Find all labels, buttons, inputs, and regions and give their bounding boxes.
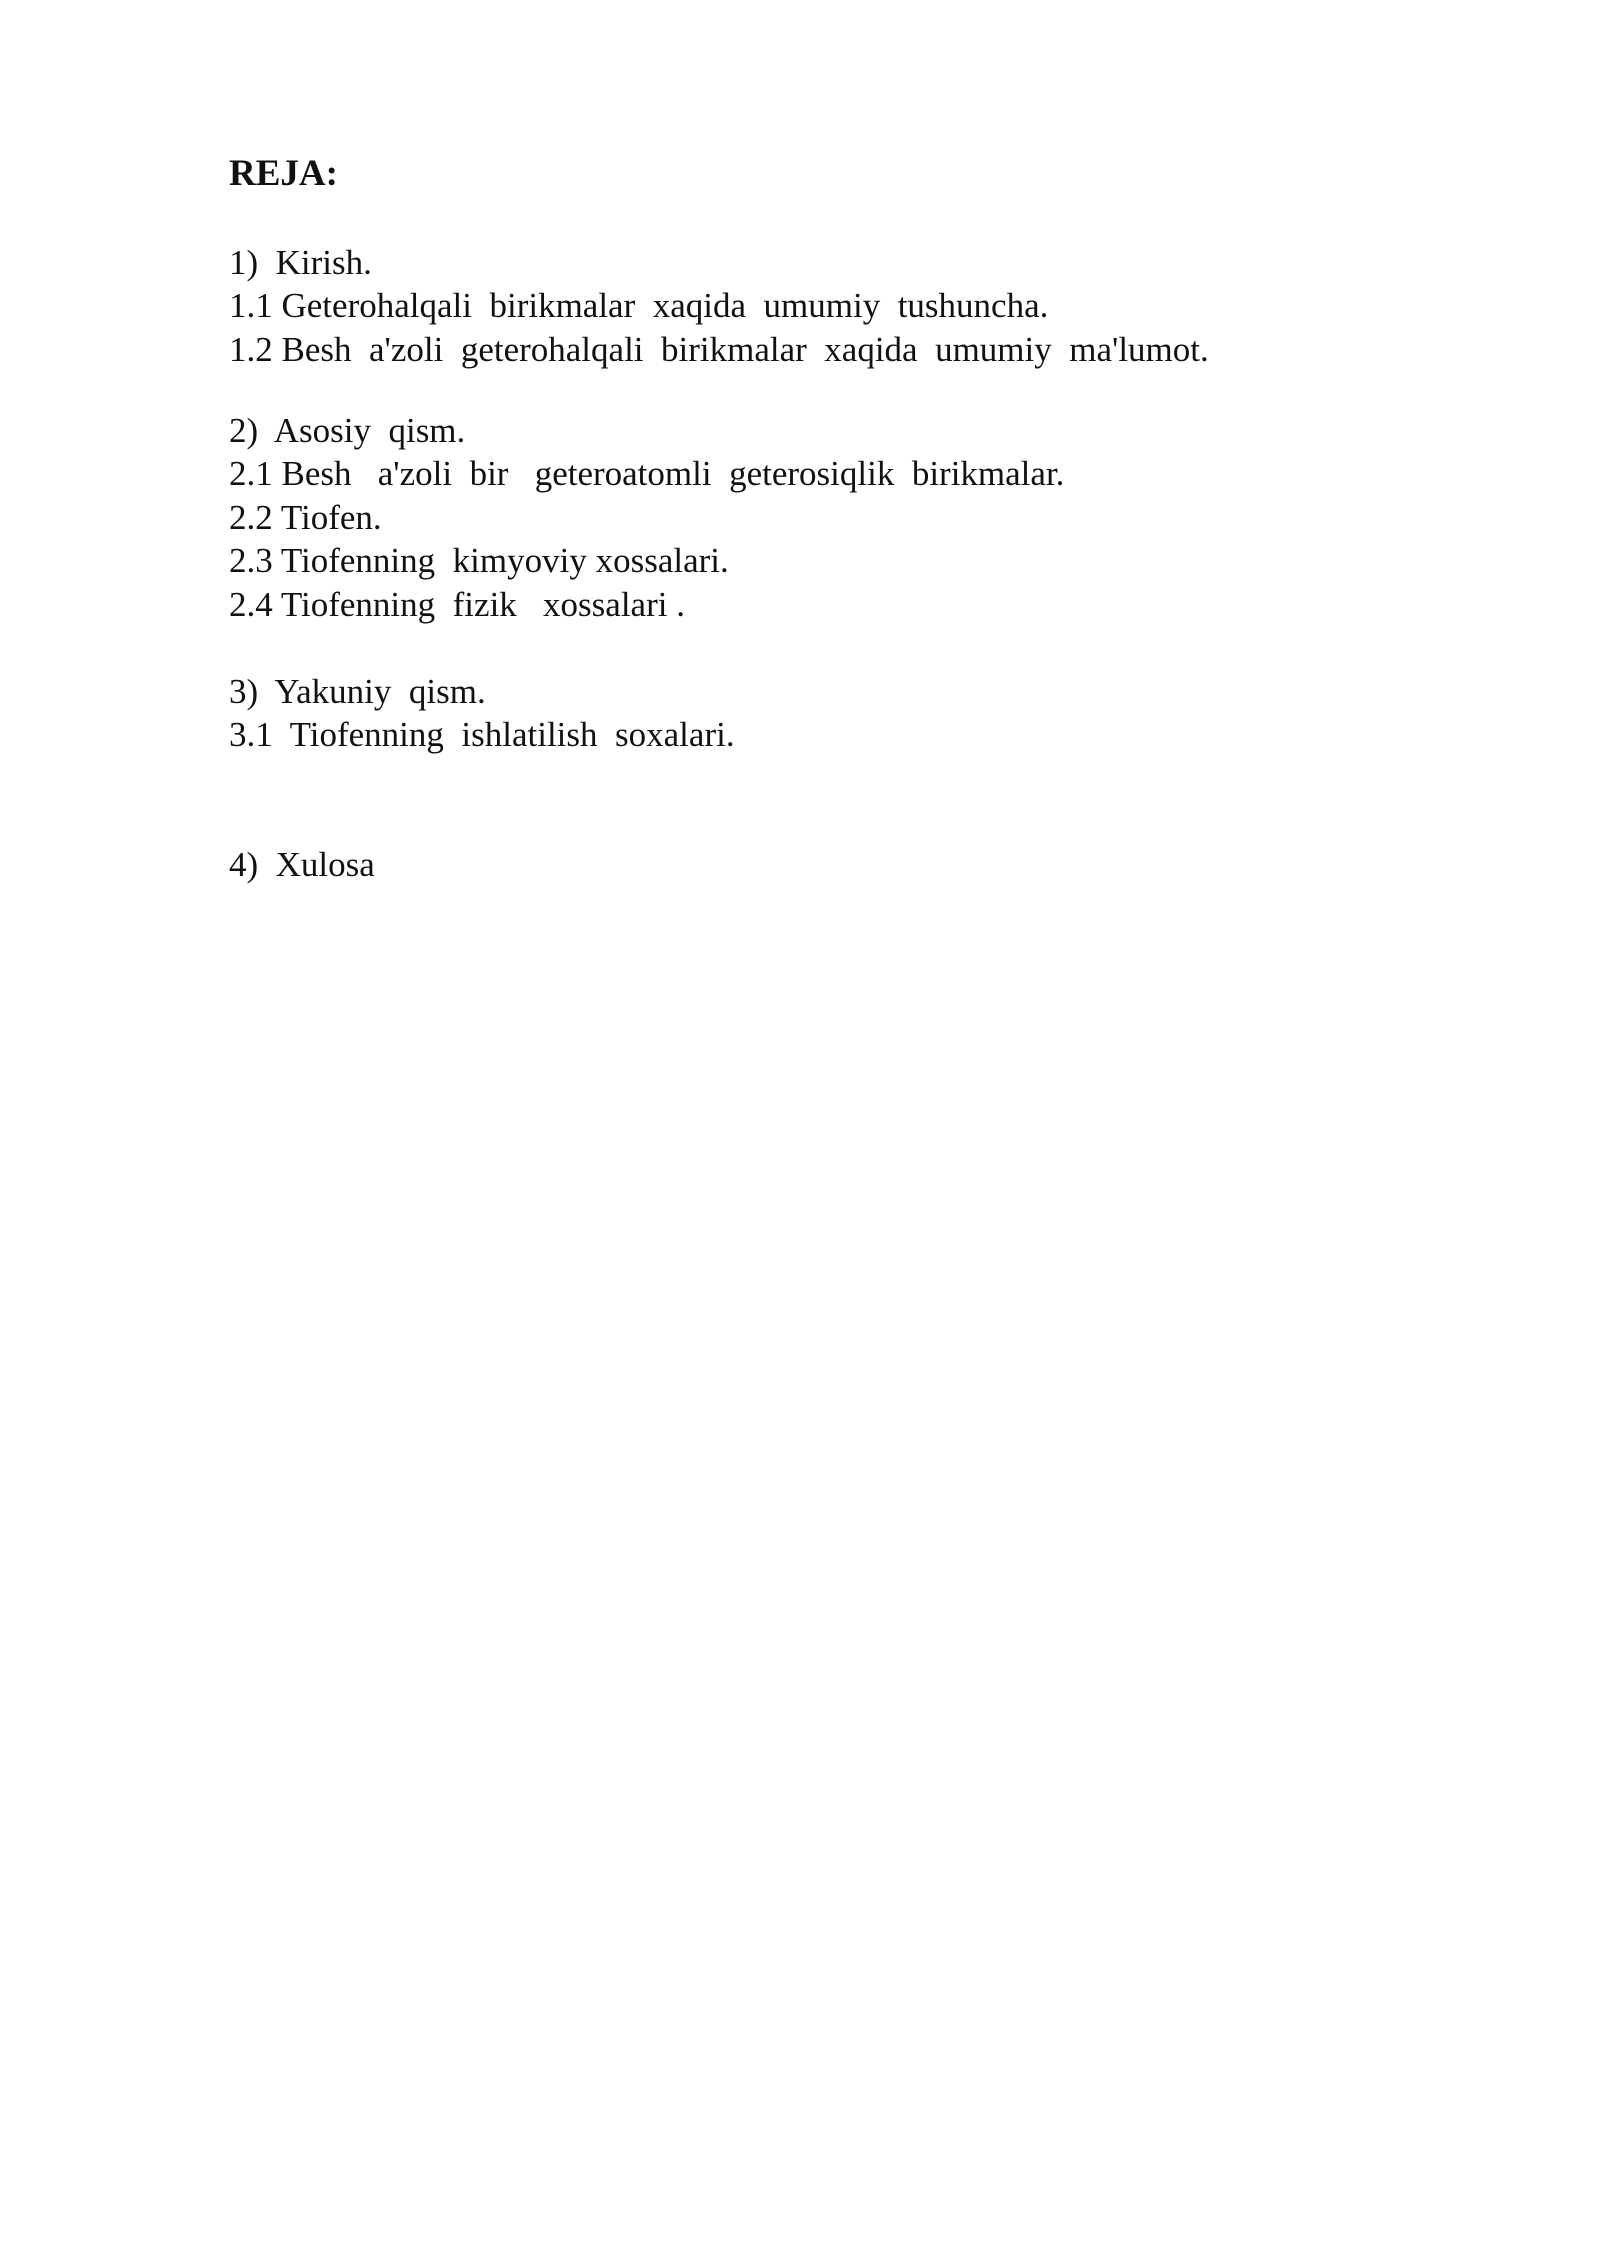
section-1-item-2: 1.2 Besh a'zoli geterohalqali birikmalar xaqida umumiy ma'lumot.	[229, 330, 1209, 369]
section-2-item-1: 2.1 Besh a'zoli bir geteroatomli geterosiqlik birikmalar.	[229, 454, 1065, 493]
section-4-heading: 4) Xulosa	[229, 845, 375, 884]
section-3-item-1: 3.1 Tiofenning ishlatilish soxalari.	[229, 715, 735, 754]
section-3-heading: 3) Yakuniy qism.	[229, 672, 486, 711]
section-2-item-3: 2.3 Tiofenning kimyoviy xossalari.	[229, 541, 729, 580]
section-1-heading: 1) Kirish.	[229, 243, 372, 282]
section-1-item-1: 1.1 Geterohalqali birikmalar xaqida umumiy tushuncha.	[229, 286, 1049, 325]
page-title: REJA:	[229, 153, 338, 194]
section-2-item-4: 2.4 Tiofenning fizik xossalari .	[229, 585, 685, 624]
section-2-item-2: 2.2 Tiofen.	[229, 498, 382, 537]
section-2-heading: 2) Asosiy qism.	[229, 411, 466, 450]
